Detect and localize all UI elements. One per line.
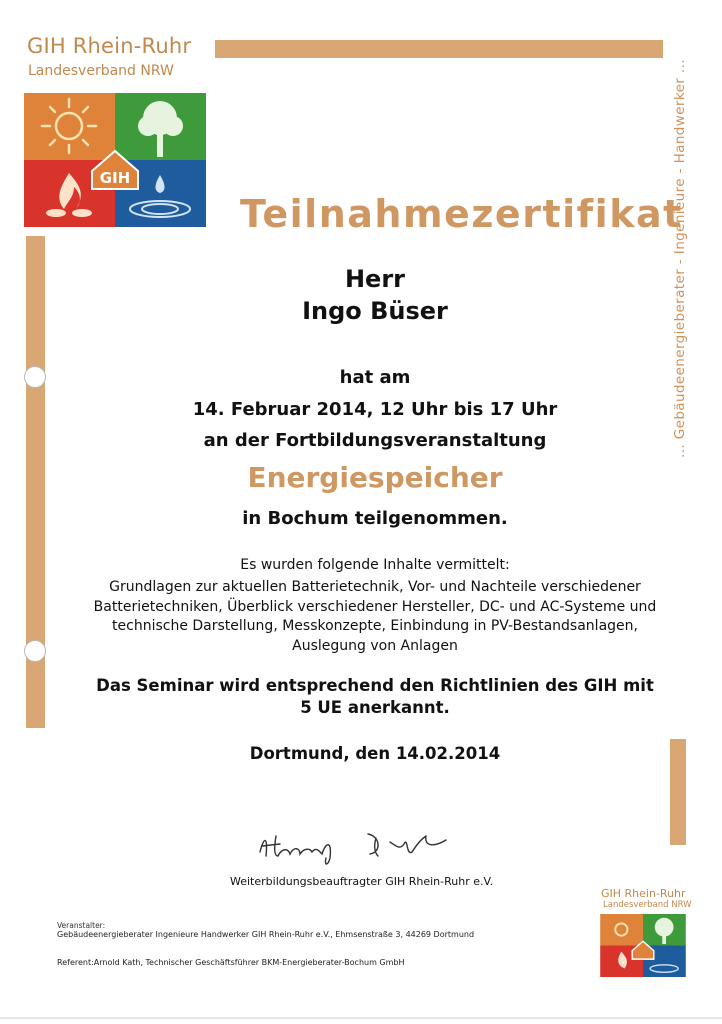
event-date-time: 14. Februar 2014, 12 Uhr bis 17 Uhr <box>192 399 558 420</box>
org-subtitle-small: Landesverband NRW <box>603 900 692 910</box>
content-intro: Es wurden folgende Inhalte vermittelt: <box>240 557 510 573</box>
page-bottom-edge <box>0 1017 722 1019</box>
org-subtitle: Landesverband NRW <box>28 63 174 79</box>
gih-logo-icon <box>24 93 206 227</box>
content-line: Batterietechniken, Überblick verschiedener Hersteller, DC- und AC-Systeme und <box>93 598 657 615</box>
salutation: Herr <box>344 265 406 293</box>
signature-caption: Weiterbildungsbeauftragter GIH Rhein-Ruhr e.V. <box>230 875 494 888</box>
content-description <box>30 578 720 656</box>
vertical-tagline: ... Gebäudeenergieberater - Ingenieure - Handwerker ... <box>672 58 688 458</box>
event-location: in Bochum teilgenommen. <box>242 508 508 529</box>
attendance-line-3: an der Fortbildungsveranstaltung <box>203 430 547 451</box>
participant-name: Ingo Büser <box>302 297 448 325</box>
logo-label: GIH <box>99 169 131 187</box>
recognition-line-2: 5 UE anerkannt. <box>300 698 450 717</box>
content-line: Grundlagen zur aktuellen Batterietechnik, Vor- und Nachteile verschiedener <box>109 579 641 595</box>
certificate-title: Teilnahmezertifikat <box>240 192 683 236</box>
organizer-info: Gebäudeenergieberater Ingenieure Handwerker GIH Rhein-Ruhr e.V., Ehmsenstraße 3, 44269 Dortmund <box>57 930 475 939</box>
org-name: GIH Rhein-Ruhr <box>27 34 192 58</box>
place-date: Dortmund, den 14.02.2014 <box>249 744 501 763</box>
top-decorative-bar <box>215 40 663 58</box>
attendance-line-1: hat am <box>339 367 411 388</box>
org-name-small: GIH Rhein-Ruhr <box>601 887 686 900</box>
referent-info: Referent:Arnold Kath, Technischer Geschäftsführer BKM-Energieberater-Bochum GmbH <box>57 958 405 967</box>
content-line: technische Darstellung, Messkonzepte, Einbindung in PV-Bestandsanlagen, <box>112 618 638 634</box>
gih-logo-small-icon <box>600 914 686 977</box>
recognition-line-1: Das Seminar wird entsprechend den Richtlinien des GIH mit <box>96 676 654 695</box>
organizer-label: Veranstalter: <box>57 921 106 930</box>
signature-image <box>250 822 470 872</box>
course-title: Energiespeicher <box>247 461 503 494</box>
content-line: Auslegung von Anlagen <box>292 637 458 654</box>
